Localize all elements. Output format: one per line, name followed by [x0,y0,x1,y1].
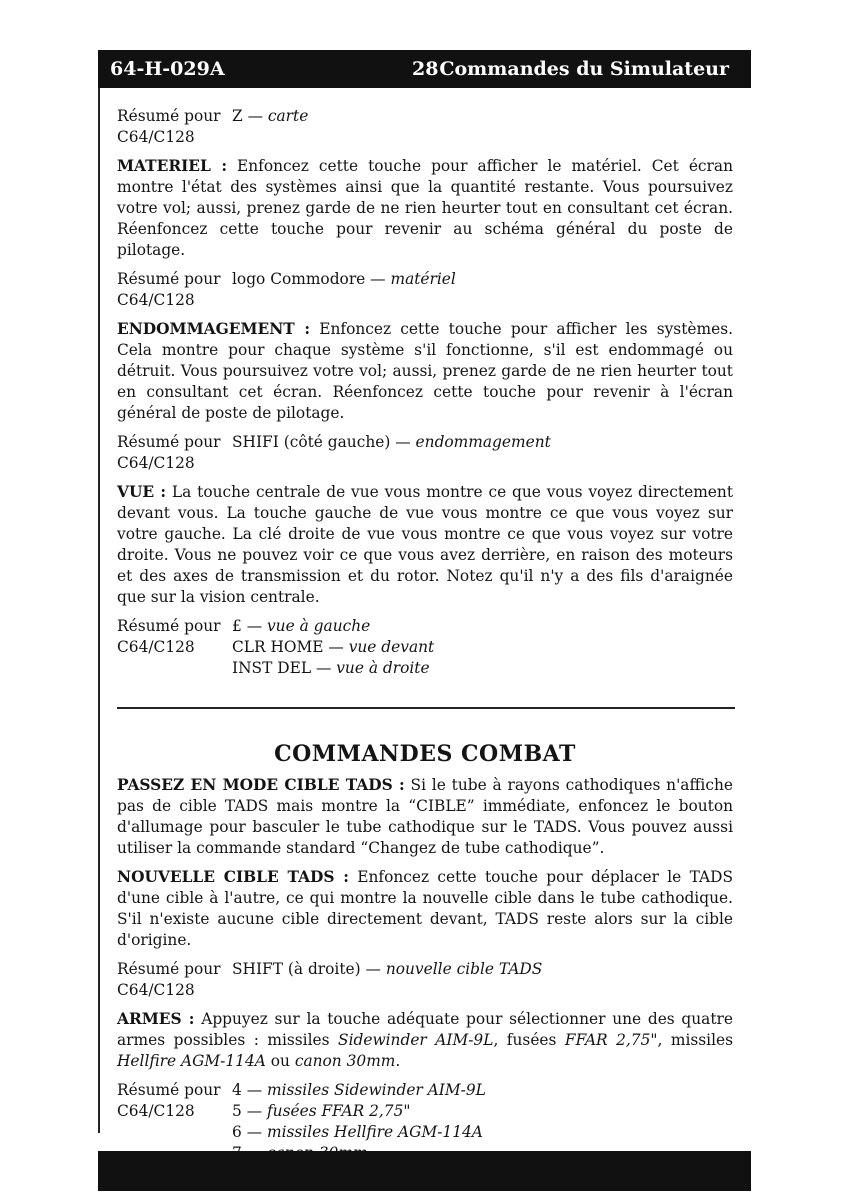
summary-carte [117,106,733,148]
key-function: vue à gauche [266,617,371,635]
platform-label: C64/C128 [117,1102,195,1120]
summary-label: Résumé pour [117,960,221,978]
paragraph-vue [117,482,733,608]
key-function: fusées FFAR 2,75" [266,1102,411,1120]
term-label: ARMES : [117,1010,195,1028]
weapon-name: FFAR 2,75" [564,1031,658,1049]
summary-new-target [117,959,733,1001]
summary-label: Résumé pour [117,270,221,288]
platform-label: C64/C128 [117,128,195,146]
key-name: Z [232,107,243,125]
dash-separator: — [390,433,416,451]
term-label: NOUVELLE CIBLE TADS : [117,868,349,886]
paragraph-new-target [117,867,733,951]
summary-materiel [117,269,733,311]
summary-entry [232,637,434,658]
key-name: logo Commodore [232,270,366,288]
summary-label: Résumé pour [117,107,221,125]
platform-label: C64/C128 [117,291,195,309]
term-label: MATERIEL : [117,157,228,175]
weapon-name: Sidewinder AIM-9L [338,1031,494,1049]
paragraph-text: Enfoncez cette touche pour afficher les systèmes. Cela montre pour chaque système s'il fonctionne, s'il est endommagé ou détruit. Vous poursuivez votre vol; aussi, prenez garde de ne rien heurter tout en consultant cet écran. Réenfoncez cette touche pour revenir à l'écran général de poste de pilotage. [117,320,733,422]
paragraph-text: Enfoncez cette touche pour afficher le matériel. Cet écran montre l'état des systèmes ainsi que la quantité restante. Vous poursuivez votre vol; aussi, prenez garde de ne rien heurter tout en consultant cet écran. Réenfoncez cette touche pour revenir au schéma général du poste de pilotage. [117,157,733,259]
header-title: Commandes du Simulateur [439,58,729,80]
key-function: matériel [390,270,456,288]
term-label: VUE : [117,483,167,501]
summary-entry [232,1101,486,1122]
paragraph-text: Appuyez sur la touche adéquate pour sélectionner une des quatre armes possibles : missiles [117,1010,733,1049]
paragraph-text: Enfoncez cette touche pour déplacer le TADS d'une cible à l'autre, ce qui montre la nouvelle cible dans le tube cathodique. S'il n'existe aucune cible directement devant, TADS reste alors sur la cible d'origine. [117,868,733,949]
paragraph-materiel [117,156,733,261]
summary-entry [232,959,542,980]
dash-separator: — [241,1123,267,1141]
summary-entry [232,1080,486,1101]
left-margin-rule [98,88,100,1133]
page-content [117,106,733,1172]
dash-separator: — [323,638,349,656]
key-name: SHIFT (à droite) [232,960,361,978]
page-number: 28 [412,58,439,80]
dash-separator: — [311,659,337,677]
summary-entry [232,269,456,290]
dash-separator: — [365,270,391,288]
summary-entry [232,616,434,637]
summary-label: Résumé pour [117,1081,221,1099]
page-footer-bar [98,1151,751,1191]
key-function: missiles Sidewinder AIM-9L [266,1081,486,1099]
key-function: vue devant [348,638,435,656]
summary-endommagement [117,432,733,474]
summary-entry [232,106,308,127]
dash-separator: — [241,1102,267,1120]
key-name: 5 [232,1102,242,1120]
dash-separator: — [241,1081,267,1099]
summary-entry [232,658,434,679]
paragraph-text: La touche centrale de vue vous montre ce que vous voyez directement devant vous. La touche gauche de vue vous montre ce que vous voyez sur votre gauche. La clé droite de vue vous montre ce que vous voyez sur votre droite. Vous ne pouvez voir ce que vous avez derrière, en raison des moteurs et des axes de transmission et du rotor. Notez qu'il n'y a des fils d'araignée que sur la vision centrale. [117,483,734,606]
dash-separator: — [360,960,386,978]
key-function: nouvelle cible TADS [385,960,543,978]
key-function: vue à droite [336,659,430,677]
weapon-name: Hellfire AGM-114A [117,1052,266,1070]
paragraph-tads-mode [117,775,733,859]
platform-label: C64/C128 [117,638,195,656]
platform-label: C64/C128 [117,454,195,472]
document-code: 64-H-029A [110,58,225,80]
term-label: PASSEZ EN MODE CIBLE TADS : [117,776,405,794]
page-header [98,50,751,88]
key-function: carte [267,107,309,125]
term-label: ENDOMMAGEMENT : [117,320,311,338]
summary-entry [232,432,551,453]
paragraph-text: Si le tube à rayons cathodiques n'affiche pas de cible TADS mais montre la “CIBLE” immédiate, enfoncez le bouton d'allumage pour basculer le tube cathodique sur le TADS. Vous pouvez aussi utiliser la commande standard “Changez de tube cathodique”. [117,776,733,857]
dash-separator: — [241,617,267,635]
paragraph-armes [117,1009,733,1072]
key-name: £ [232,617,242,635]
key-function: missiles Hellfire AGM-114A [266,1123,483,1141]
summary-label: Résumé pour [117,617,221,635]
dash-separator: — [242,107,268,125]
paragraph-text: ou [265,1052,295,1070]
weapon-name: canon 30mm [294,1052,396,1070]
key-name: 6 [232,1123,242,1141]
paragraph-text: , fusées [493,1031,565,1049]
section-divider [117,707,735,709]
key-name: 4 [232,1081,242,1099]
key-function: endommagement [415,433,551,451]
key-name: SHIFI (côté gauche) [232,433,391,451]
paragraph-text: , missiles [657,1031,734,1049]
key-name: CLR HOME [232,638,324,656]
summary-entry [232,1122,486,1143]
platform-label: C64/C128 [117,981,195,999]
section-title: COMMANDES COMBAT [274,741,576,767]
paragraph-endommagement [117,319,733,424]
key-name: INST DEL [232,659,312,677]
summary-vue [117,616,733,679]
summary-label: Résumé pour [117,433,221,451]
paragraph-text: . [395,1052,401,1070]
